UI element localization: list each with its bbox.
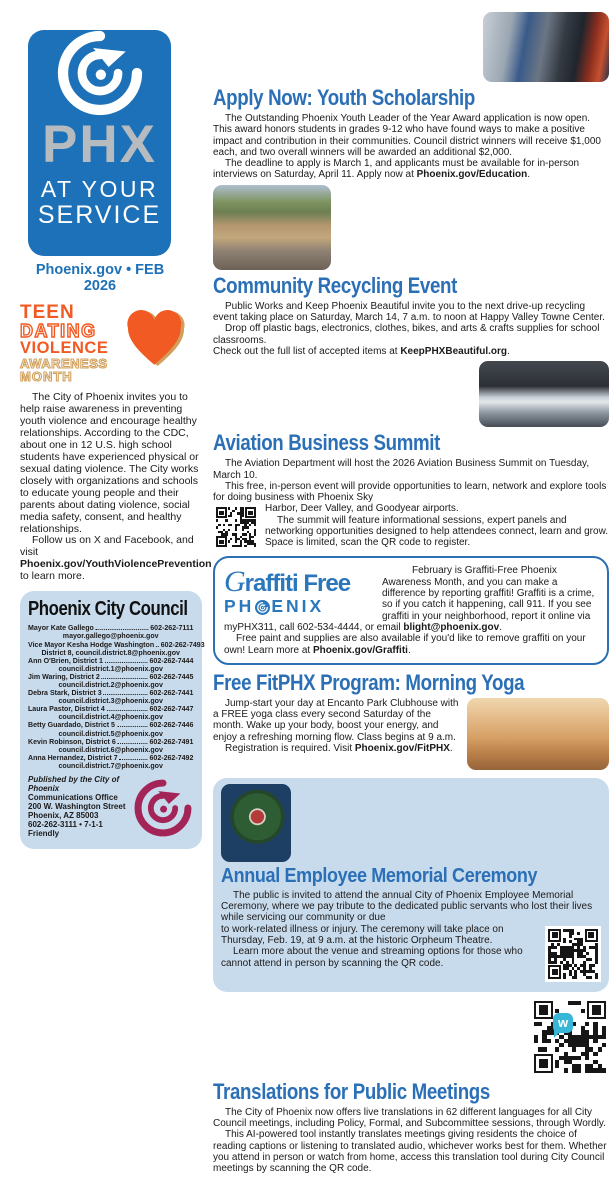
awareness-word-teen: TEEN bbox=[20, 302, 75, 323]
awareness-word-violence: VIOLENCE bbox=[20, 339, 109, 358]
aviation-details-cont: Harbor, Deer Valley, and Goodyear airports. bbox=[265, 503, 459, 515]
dotted-leader bbox=[117, 726, 148, 727]
council-member-email: council.district.5@phoenix.gov bbox=[58, 728, 163, 738]
translations-tool: This AI-powered tool instantly translates meetings giving residents the choice of reading captions or listening to translated audio, whichever works best for them. Whether you attend in person or watch from home, access this translation tool during City Council meetings by scanning the QR code. bbox=[213, 1129, 607, 1175]
youth-violence-link: Phoenix.gov/YouthViolencePrevention bbox=[20, 558, 212, 571]
scholarship-title: Apply Now: Youth Scholarship bbox=[213, 85, 475, 110]
council-member-email: council.district.6@phoenix.gov bbox=[58, 744, 163, 754]
dotted-leader bbox=[105, 662, 148, 663]
article-translations bbox=[213, 998, 609, 1175]
graffiti-free-logo: Graffiti Free PH ENIX bbox=[224, 565, 351, 617]
graffiti-link: Phoenix.gov/Graffiti bbox=[312, 644, 408, 656]
memorial-body-cont: to work-related illness or injury. The ceremony will take place on Thursday, Feb. 19, at 9 a.m. at the historic Orpheum Theatre. bbox=[221, 923, 504, 947]
dotted-leader bbox=[104, 694, 148, 695]
awareness-follow: Follow us on X and Facebook, and visit Phoenix.gov/YouthViolencePrevention to learn more. bbox=[20, 534, 212, 583]
scholarship-photo bbox=[483, 12, 609, 82]
council-member-email: District 8, council.district.8@phoenix.gov bbox=[41, 647, 180, 657]
yoga-photo bbox=[467, 698, 609, 770]
blight-email-link: blight@phoenix.gov bbox=[403, 621, 500, 633]
brand-service: SERVICE bbox=[37, 201, 162, 230]
council-member-email: council.district.2@phoenix.gov bbox=[58, 680, 163, 690]
issue-tagline: Phoenix.gov • FEB 2026 bbox=[35, 262, 165, 294]
aviation-photo bbox=[479, 361, 609, 427]
council-member-row: Vice Mayor Kesha Hodge Washington 602-262-7493 bbox=[28, 639, 205, 649]
memorial-ceremony-panel bbox=[213, 778, 609, 992]
awareness-word-month: MONTH bbox=[20, 369, 73, 385]
council-member-email: mayor.gallego@phoenix.gov bbox=[62, 631, 159, 641]
dotted-leader bbox=[120, 759, 148, 760]
brand-phx: PHX bbox=[42, 115, 157, 174]
dotted-leader bbox=[102, 678, 148, 679]
council-roster bbox=[28, 623, 205, 770]
aviation-intro: The Aviation Department will host the 2026 Aviation Business Summit on Tuesday, March 10. bbox=[213, 458, 590, 481]
scholarship-deadline: The deadline to apply is March 1, and applicants must be available for in-person interviews on Saturday, April 11. Apply now at Phoenix.gov/Education. bbox=[213, 158, 580, 181]
council-member-row: Laura Pastor, District 4 602-262-7447 bbox=[28, 704, 194, 714]
council-member-row: Anna Hernandez, District 7 602-262-7492 bbox=[28, 752, 194, 762]
education-link: Phoenix.gov/Education bbox=[416, 169, 528, 181]
recycling-dropoff: Drop off plastic bags, electronics, clothes, bikes, and arts & crafts supplies for school classrooms. bbox=[213, 323, 600, 346]
translations-title: Translations for Public Meetings bbox=[213, 1078, 490, 1104]
teen-dating-violence-graphic bbox=[20, 304, 204, 384]
fitphx-body: Jump-start your day at Encanto Park Clubhouse with a FREE yoga class every second Saturday of the month. Wake up your body, boost your energy, and enjoy a refreshing morning flow. Class begins at 9 a.m. bbox=[213, 697, 459, 743]
heart-icon bbox=[120, 306, 186, 368]
brand-at-your: AT YOUR bbox=[40, 176, 159, 202]
awareness-body: The City of Phoenix invites you to help raise awareness in preventing youth violence and encourage healthy relationships. According to the CDC, about one in 12 U.S. high school students have experienced physical or sexual dating violence. The City works closely with organizations and schools to educate young people and their parents about dating violence, social media safety, consent, and healthy relationships. bbox=[20, 390, 199, 535]
council-member-row: Debra Stark, District 3 602-262-7441 bbox=[28, 688, 194, 698]
aviation-title: Aviation Business Summit bbox=[213, 430, 441, 456]
wordly-icon: w bbox=[553, 1013, 573, 1033]
translations-body: The City of Phoenix now offers live translations in 62 different languages for all City Council meetings, including Policy, Formal, and Subcommittee sessions, through Wordly. bbox=[213, 1106, 606, 1130]
council-member-row: Ann O'Brien, District 1 602-262-7444 bbox=[28, 655, 194, 665]
memorial-qr-code bbox=[545, 926, 601, 982]
aviation-register: The summit will feature informational sessions, expert panels and networking opportunities designed to help attendees connect, learn and grow. Space is limited, scan the QR code to register. bbox=[265, 514, 609, 549]
graffiti-body: February is Graffiti-Free Phoenix Awareness Month, and you can make a difference by reporting graffiti! Graffiti is a crime, so if you catch it happening, call 911. If you see graffiti in your neighborhood, report it online via myPHX311, call 602-534-4444, or email blight@phoenix.gov. bbox=[224, 565, 595, 633]
dotted-leader bbox=[156, 646, 159, 647]
keepphx-link: KeepPHXBeautiful.org bbox=[400, 345, 508, 357]
council-member-email: council.district.1@phoenix.gov bbox=[58, 663, 163, 673]
council-member-row: Jim Waring, District 2 602-262-7445 bbox=[28, 671, 194, 681]
memorial-title: Annual Employee Memorial Ceremony bbox=[221, 864, 538, 887]
dotted-leader bbox=[107, 710, 148, 711]
dotted-leader bbox=[96, 629, 149, 630]
awareness-article bbox=[20, 390, 212, 584]
council-member-row: Betty Guardado, District 5 602-262-7446 bbox=[28, 720, 194, 730]
graffiti-supplies: Free paint and supplies are also available if you'd like to remove graffiti on your own! Learn more at Phoenix.gov/Graffiti. bbox=[224, 633, 586, 656]
sidebar bbox=[20, 0, 212, 849]
awareness-word-awareness: AWARENESS bbox=[20, 356, 108, 372]
city-council-panel bbox=[20, 591, 205, 848]
article-fitphx-yoga bbox=[213, 671, 609, 774]
phx-masthead-logo bbox=[28, 30, 171, 256]
council-member-email: council.district.7@phoenix.gov bbox=[58, 760, 163, 770]
memorial-streaming: Learn more about the venue and streaming options for those who cannot attend in person by scanning the QR code. bbox=[221, 946, 523, 969]
article-aviation-summit bbox=[213, 361, 609, 552]
fitphx-registration: Registration is required. Visit Phoenix.gov/FitPHX. bbox=[225, 743, 453, 755]
graffiti-free-panel bbox=[213, 556, 609, 664]
council-member-email: council.district.3@phoenix.gov bbox=[58, 696, 163, 706]
publisher-block: Published by the City of Phoenix Communications Office 200 W. Washington Street Phoenix, AZ 85003 602-262-3111 • 7-1-1 Friendly bbox=[28, 775, 126, 838]
awareness-wordmark bbox=[20, 304, 120, 384]
memorial-wreath-photo bbox=[221, 784, 291, 862]
council-member-row: Mayor Kate Gallego 602-262-7111 bbox=[28, 623, 194, 633]
dotted-leader bbox=[118, 743, 148, 744]
aviation-details: This free, in-person event will provide opportunities to learn, network and explore tools for doing business with Phoenix Sky bbox=[213, 480, 607, 504]
recycling-title: Community Recycling Event bbox=[213, 272, 458, 298]
council-member-row: Kevin Robinson, District 6 602-262-7491 bbox=[28, 736, 194, 746]
translations-qr-code bbox=[531, 998, 609, 1076]
recycling-list-note: Check out the full list of accepted items at KeepPHXBeautiful.org. bbox=[213, 345, 510, 357]
memorial-body: The public is invited to attend the annual City of Phoenix Employee Memorial Ceremony, where we pay tribute to the dedicated public servants who lost their lives while servicing our community or due bbox=[221, 889, 593, 924]
phoenix-bird-icon bbox=[57, 30, 143, 116]
recycling-body: Public Works and Keep Phoenix Beautiful invite you to the next drive-up recycling event taking place on Saturday, March 14, 7 a.m. to noon at Happy Valley Towne Center. bbox=[213, 300, 605, 324]
aviation-qr-code bbox=[213, 504, 259, 550]
recycling-photo bbox=[213, 185, 331, 270]
awareness-word-dating: DATING bbox=[20, 320, 97, 341]
phoenix-bird-mini-icon bbox=[255, 600, 270, 615]
main-column bbox=[213, 12, 609, 1179]
fitphx-link: Phoenix.gov/FitPHX bbox=[354, 743, 450, 755]
scholarship-body: The Outstanding Phoenix Youth Leader of the Year Award application is now open. This award honors students in grades 9-12 who have found ways to make a positive impact and contribution in their communities. Council district winners will receive $1,000 each, and two overall winners will be awarded an additional $2,000. bbox=[213, 113, 601, 158]
article-youth-scholarship bbox=[213, 12, 609, 181]
council-member-email: council.district.4@phoenix.gov bbox=[58, 712, 163, 722]
fitphx-title: Free FitPHX Program: Morning Yoga bbox=[213, 669, 525, 695]
article-recycling bbox=[213, 185, 609, 357]
phoenix-bird-maroon-icon bbox=[134, 779, 192, 837]
council-title: Phoenix City Council bbox=[28, 598, 188, 621]
